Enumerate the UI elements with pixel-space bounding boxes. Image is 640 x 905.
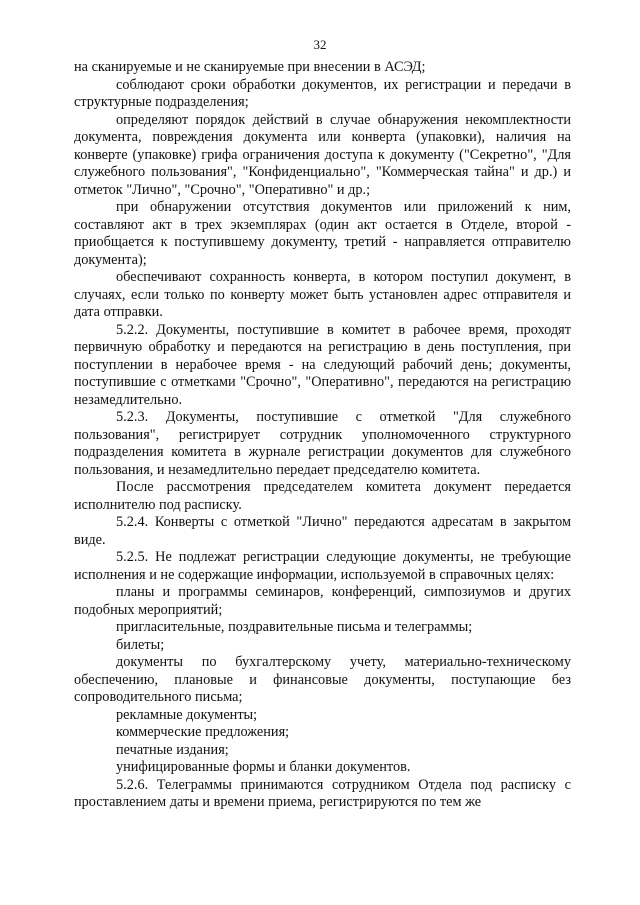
paragraph-5-2-3: 5.2.3. Документы, поступившие с отметкой "Для служебного пользования", регистрирует сотрудник уполномоченного структурного подразделения комитета в журнале регистрации документов для служебного пользования, и незамедлительно передает председателю комитета. [74,409,571,478]
list-item-plans: планы и программы семинаров, конференций, симпозиумов и других подобных мероприятий; [74,584,571,618]
paragraph-missing-docs: при обнаружении отсутствия документов или приложений к ним, составляют акт в трех экземплярах (один акт остается в Отделе, второй - приобщается к поступившему документу, третий - направляется отправителю документа); [74,199,571,268]
paragraph-procedure: определяют порядок действий в случае обнаружения некомплектности документа, повреждения документа или конверта (упаковки), наличия на конверте (упаковке) грифа ограничения доступа к документу ("Секретно", "Для служебного пользования", "Конфиденциально", "Коммерческая тайна" и др.) и отметок "Лично", "Срочно", "Оперативно" и др.; [74,111,571,198]
paragraph-after-review: После рассмотрения председателем комитета документ передается исполнителю под расписку. [74,479,571,513]
list-item-tickets: билеты; [116,636,165,653]
document-body [74,59,571,812]
list-item-forms: унифицированные формы и бланки документов. [116,759,411,775]
paragraph-5-2-4: 5.2.4. Конверты с отметкой "Лично" передаются адресатам в закрытом виде. [74,514,571,548]
paragraph-deadlines: соблюдают сроки обработки документов, их регистрации и передачи в структурные подразделения; [74,76,571,110]
list-item-print: печатные издания; [116,741,229,758]
paragraph-5-2-5: 5.2.5. Не подлежат регистрации следующие документы, не требующие исполнения и не содержащие информации, используемой в справочных целях: [74,549,571,583]
paragraph-5-2-6: 5.2.6. Телеграммы принимаются сотрудником Отдела под расписку с проставлением даты и времени приема, регистрируются по тем же [74,776,571,810]
list-item-commercial: коммерческие предложения; [116,724,290,740]
paragraph-5-2-2: 5.2.2. Документы, поступившие в комитет в рабочее время, проходят первичную обработку и передаются на регистрацию в день поступления, при поступлении в нерабочее время - на следующий рабочий день; документы, поступившие с отметками "Срочно", "Оперативно", передаются на регистрацию незамедлительно. [74,321,571,408]
page-number: 32 [313,37,327,52]
list-item-invitations: пригласительные, поздравительные письма и телеграммы; [116,619,473,635]
list-item-accounting: документы по бухгалтерскому учету, материально-техническому обеспечению, плановые и финансовые документы, поступающие без сопроводительного письма; [74,654,571,705]
list-item-advertising: рекламные документы; [116,706,258,723]
paragraph-scan-note: на сканируемые и не сканируемые при внесении в АСЭД; [74,59,426,75]
paragraph-envelope: обеспечивают сохранность конверта, в котором поступил документ, в случаях, если только по конверту может быть установлен адрес отправителя и дата отправки. [74,269,571,320]
